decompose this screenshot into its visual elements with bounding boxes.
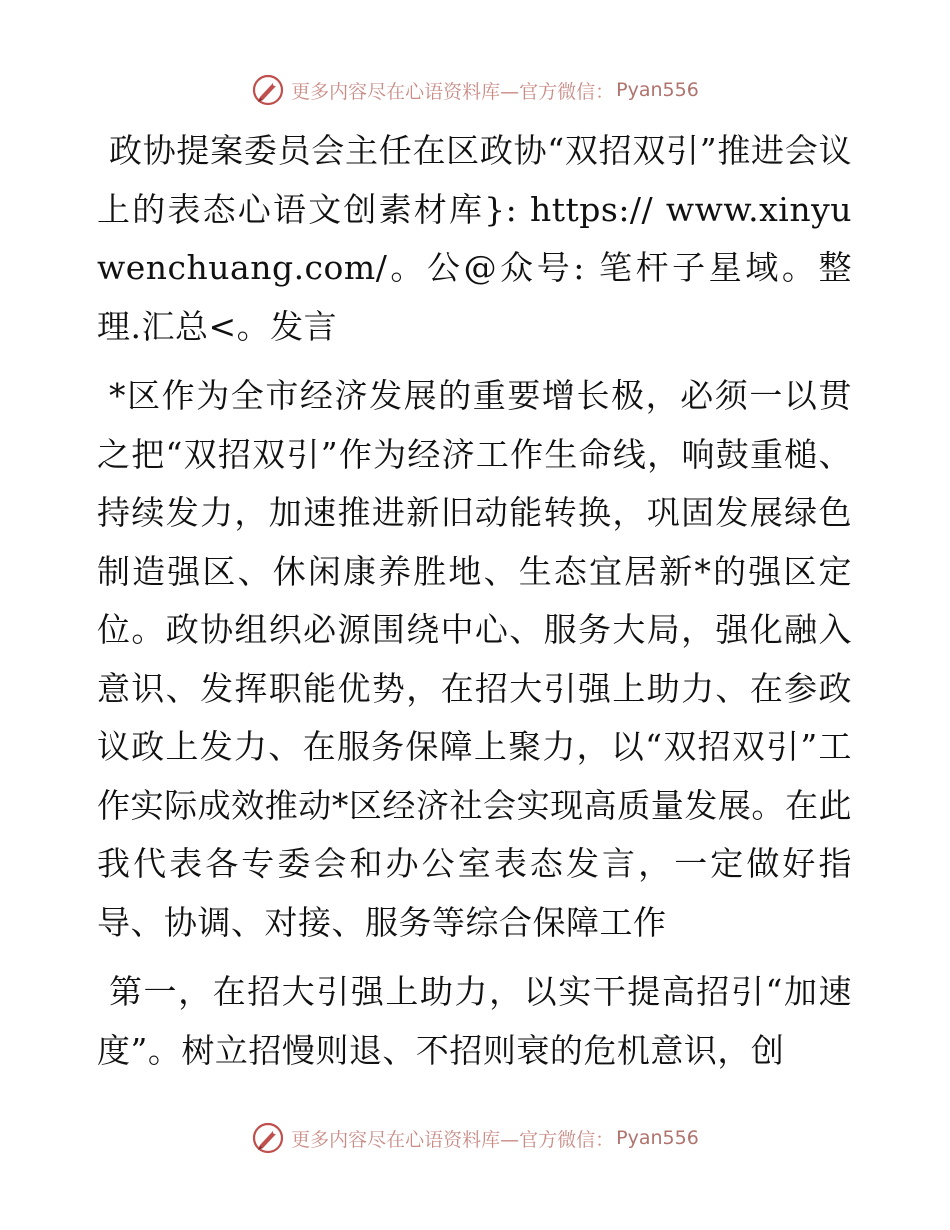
header-banner-text: 更多内容尽在心语资料库—官方微信： [291, 80, 615, 103]
footer-banner [0, 1118, 950, 1158]
body-paragraph: *区作为全市经济发展的重要增长极，必须一以贯之把“双招双引”作为经济工作生命线，响鼓重槌、持续发力，加速推进新旧动能转换，巩固发展绿色制造强区、休闲康养胜地、生态宜居新*的强区定位。政协组织必源围绕中心、服务大局，强化融入意识、发挥职能优势，在招大引强上助力、在参政议政上发力、在服务保障上聚力，以“双招双引”工作实际成效推动*区经济社会实现高质量发展。在此我代表各专委会和办公室表态发言，一定做好指导、协调、对接、服务等综合保障工作 [97, 376, 852, 942]
header-banner [0, 70, 950, 110]
footer-wechat-id: Pyan556 [616, 1127, 699, 1149]
body-paragraph: 第一，在招大引强上助力，以实干提高招引“加速度”。树立招慢则退、不招则衰的危机意识，创 [97, 972, 852, 1070]
document-body [97, 122, 852, 1080]
pen-logo-icon [251, 1121, 285, 1155]
header-wechat-id: Pyan556 [616, 79, 699, 101]
pen-logo-icon [251, 73, 285, 107]
document-title-paragraph: 政协提案委员会主任在区政协“双招双引”推进会议上的表态心语文创素材库}: https:// www.xinyuwenchuang.com/。公@众号: 笔杆子星域。整理.汇总<。发言 [97, 131, 852, 346]
footer-banner-text: 更多内容尽在心语资料库—官方微信： [291, 1128, 615, 1151]
